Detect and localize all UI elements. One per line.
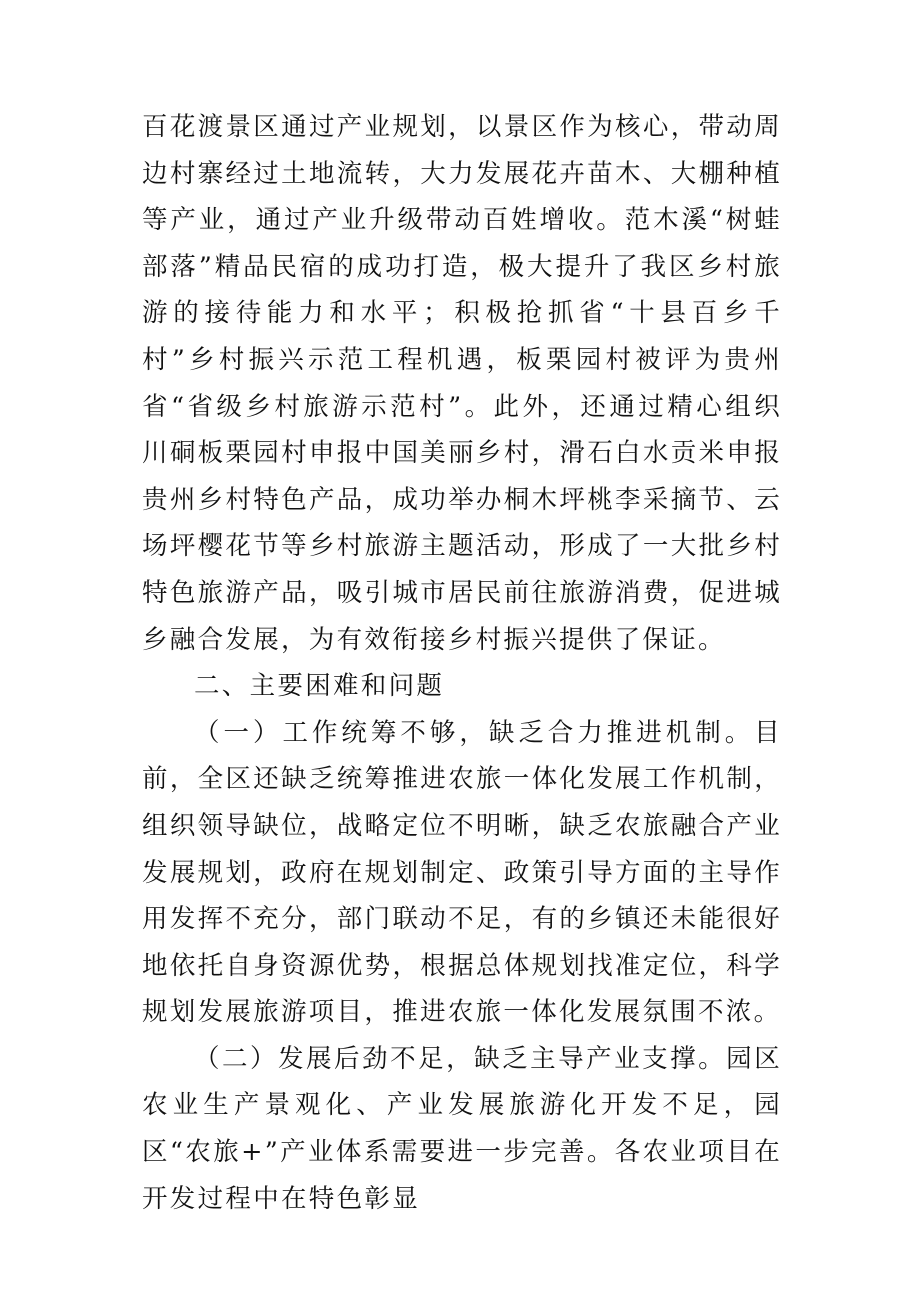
paragraph-continued: 百花渡景区通过产业规划，以景区作为核心，带动周边村寨经过土地流转，大力发展花卉苗木、大棚种植等产业，通过产业升级带动百姓增收。范木溪“树蛙部落”精品民宿的成功打造，极大提升了我区乡村旅游的接待能力和水平；积极抢抓省“十县百乡千村”乡村振兴示范工程机遇，板栗园村被评为贵州省“省级乡村旅游示范村”。此外，还通过精心组织川硐板栗园村申报中国美丽乡村，滑石白水贡米申报贵州乡村特色产品，成功举办桐木坪桃李采摘节、云场坪樱花节等乡村旅游主题活动，形成了一大批乡村特色旅游产品，吸引城市居民前往旅游消费，促进城乡融合发展，为有效衔接乡村振兴提供了保证。: [142, 112, 782, 655]
paragraph-problem-2: （二）发展后劲不足，缺乏主导产业支撑。园区农业生产景观化、产业发展旅游化开发不足，园区“农旅+”产业体系需要进一步完善。各农业项目在开发过程中在特色彰显: [142, 1043, 782, 1214]
paragraph-problem-1: （一）工作统筹不够，缺乏合力推进机制。目前，全区还缺乏统筹推进农旅一体化发展工作机制，组织领导缺位，战略定位不明晰，缺乏农旅融合产业发展规划，政府在规划制定、政策引导方面的主导作用发挥不充分，部门联动不足，有的乡镇还未能很好地依托自身资源优势，根据总体规划找准定位，科学规划发展旅游项目，推进农旅一体化发展氛围不浓。: [142, 717, 782, 1028]
document-body: [142, 104, 782, 1222]
section-heading: 二、主要困难和问题: [194, 671, 445, 702]
